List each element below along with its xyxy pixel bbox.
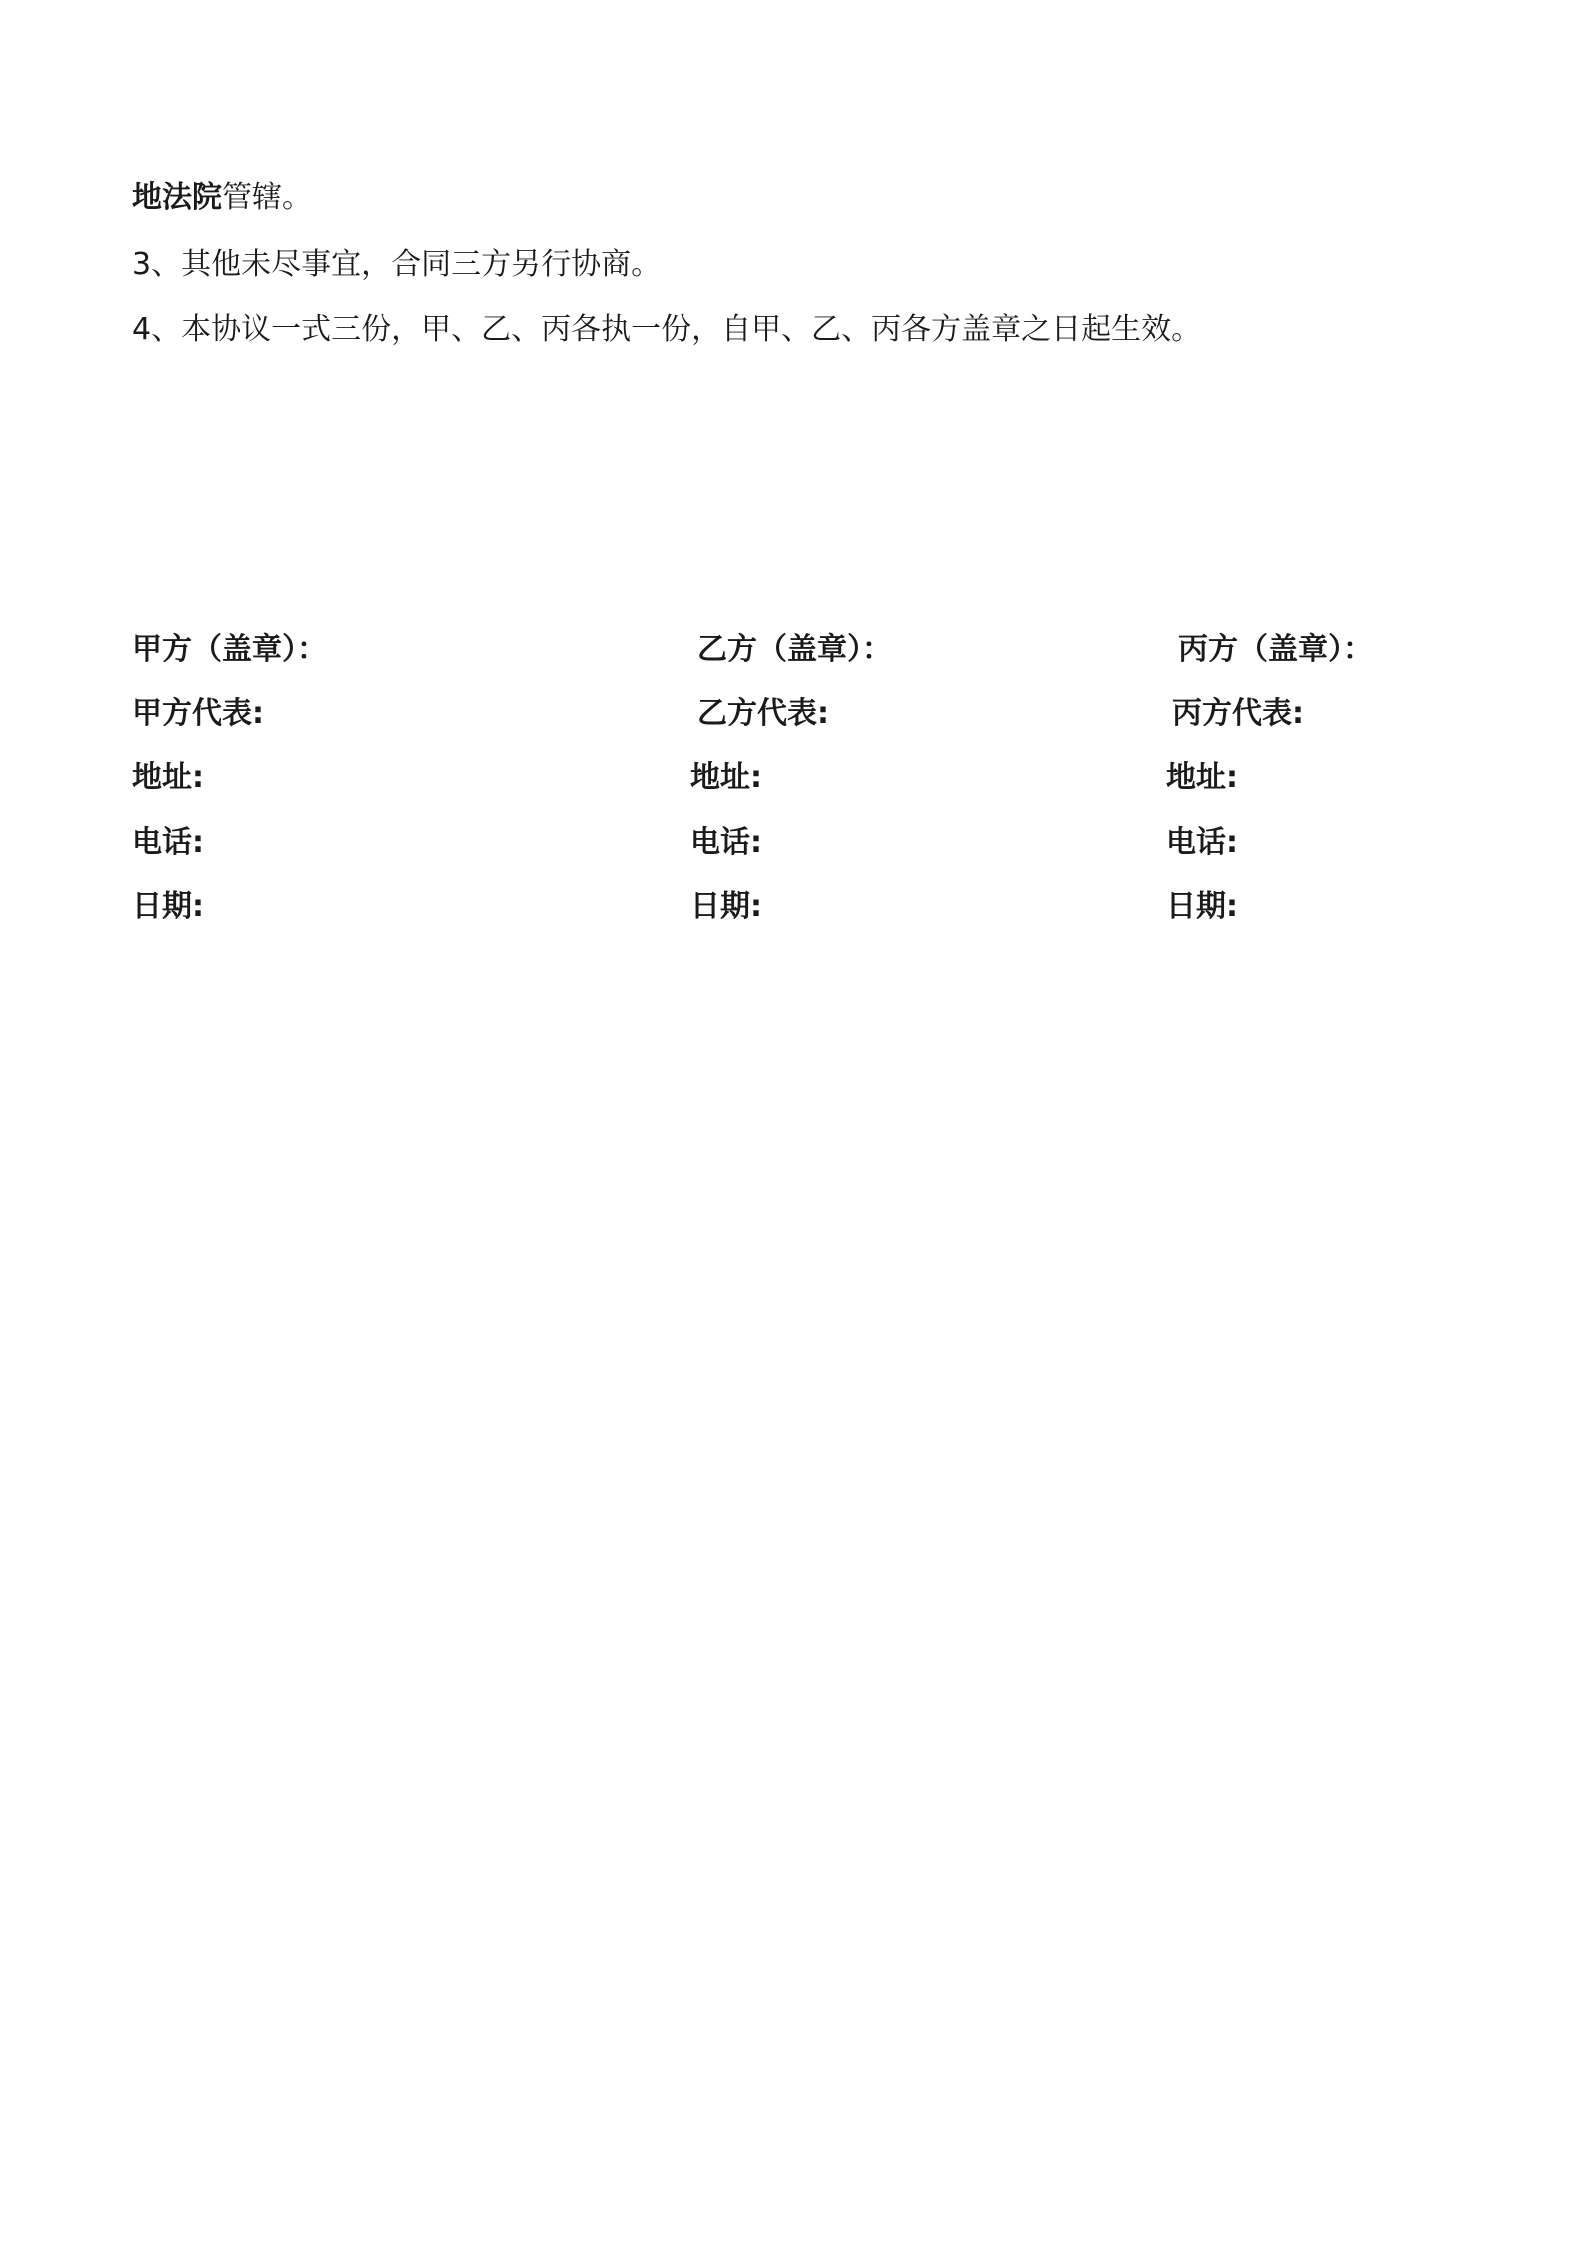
party-a-seal-label: 甲方（盖章）： [132,632,327,667]
party-a-representative-label: 甲方代表: [132,696,264,731]
clause-continuation [132,178,312,218]
party-c-address-label: 地址: [1166,760,1238,795]
party-b-representative-label: 乙方代表: [697,696,829,731]
party-a-phone-label: 电话: [132,825,204,860]
party-c-phone-label: 电话: [1166,825,1238,860]
party-a-address-label: 地址: [132,760,204,795]
jurisdiction-text: 管辖。 [222,180,312,215]
party-c-representative-label: 丙方代表: [1172,696,1304,731]
party-c-date-label: 日期: [1166,889,1238,924]
party-b-address-label: 地址: [690,760,762,795]
clause-4: 4、本协议一式三份，甲、乙、丙各执一份，自甲、乙、丙各方盖章之日起生效。 [132,312,1202,347]
party-b-phone-label: 电话: [690,825,762,860]
party-a-date-label: 日期: [132,889,204,924]
party-c-seal-label: 丙方（盖章）： [1178,632,1373,667]
party-b-date-label: 日期: [690,889,762,924]
court-location-text: 地法院 [132,180,222,215]
party-b-seal-label: 乙方（盖章）： [697,632,892,667]
clause-3: 3、其他未尽事宜，合同三方另行协商。 [132,247,662,282]
